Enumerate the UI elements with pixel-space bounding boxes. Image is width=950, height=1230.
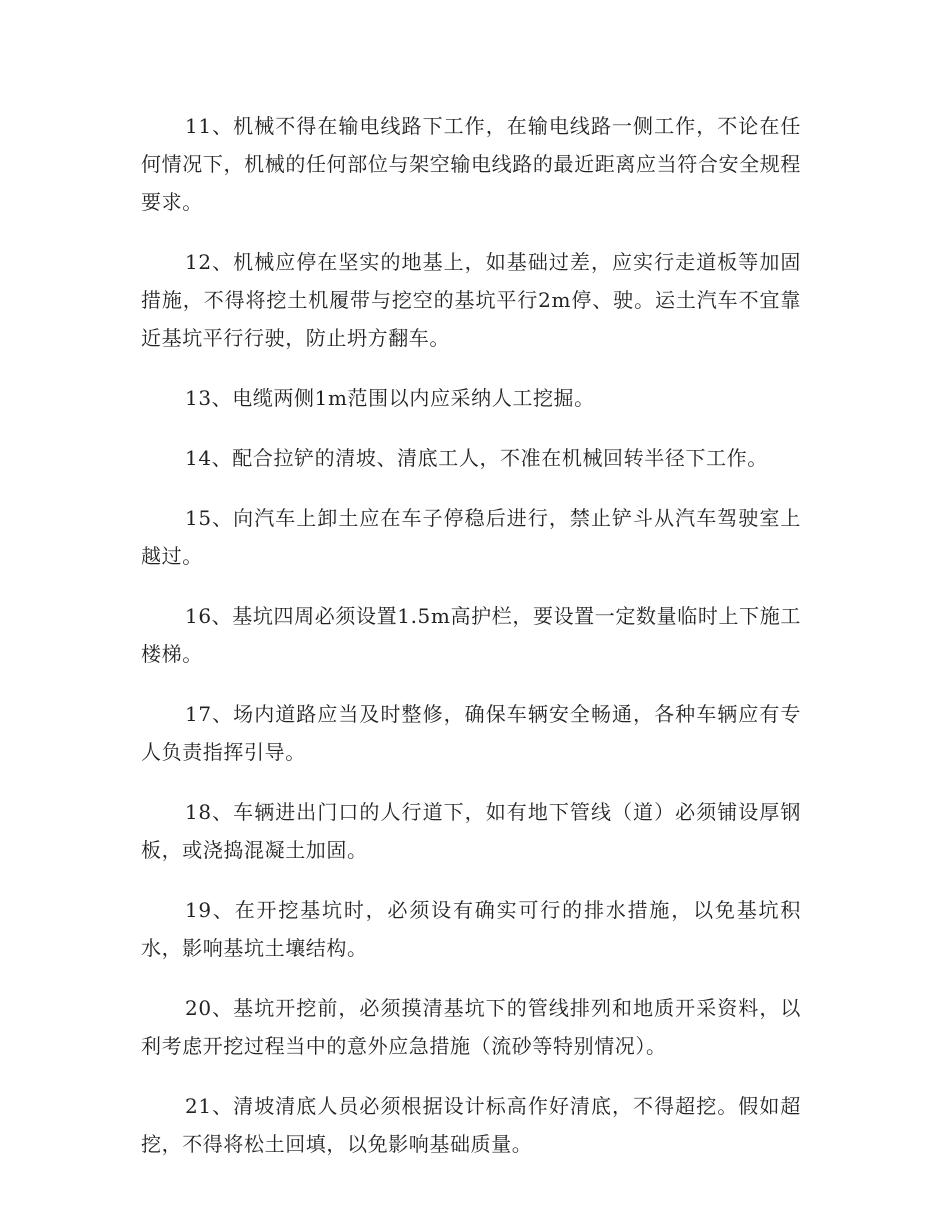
paragraph-13: 13、电缆两侧1m范围以内应采纳人工挖掘。 bbox=[185, 386, 595, 410]
document-body bbox=[141, 107, 801, 1185]
paragraph-17: 17、场内道路应当及时整修，确保车辆安全畅通，各种车辆应有专人负责指挥引导。 bbox=[141, 702, 801, 764]
paragraph-21: 21、清坡清底人员必须根据设计标高作好清底，不得超挖。假如超挖，不得将松土回填，以免影响基础质量。 bbox=[141, 1094, 801, 1156]
paragraph-20: 20、基坑开挖前，必须摸清基坑下的管线排列和地质开采资料，以利考虑开挖过程当中的意外应急措施（流砂等特别情况）。 bbox=[141, 996, 801, 1058]
paragraph-14: 14、配合拉铲的清坡、清底工人，不准在机械回转半径下工作。 bbox=[185, 446, 768, 470]
paragraph-16: 16、基坑四周必须设置1.5m高护栏，要设置一定数量临时上下施工楼梯。 bbox=[141, 604, 801, 666]
paragraph-15: 15、向汽车上卸土应在车子停稳后进行，禁止铲斗从汽车驾驶室上越过。 bbox=[141, 506, 801, 568]
paragraph-18: 18、车辆进出门口的人行道下，如有地下管线（道）必须铺设厚钢板，或浇捣混凝土加固。 bbox=[141, 800, 801, 862]
paragraph-12: 12、机械应停在坚实的地基上，如基础过差，应实行走道板等加固措施，不得将挖土机履带与挖空的基坑平行2m停、驶。运土汽车不宜靠近基坑平行行驶，防止坍方翻车。 bbox=[141, 250, 801, 350]
paragraph-19: 19、在开挖基坑时，必须设有确实可行的排水措施，以免基坑积水，影响基坑土壤结构。 bbox=[141, 898, 801, 960]
paragraph-11: 11、机械不得在输电线路下工作，在输电线路一侧工作，不论在任何情况下，机械的任何部位与架空输电线路的最近距离应当符合安全规程要求。 bbox=[141, 114, 801, 214]
